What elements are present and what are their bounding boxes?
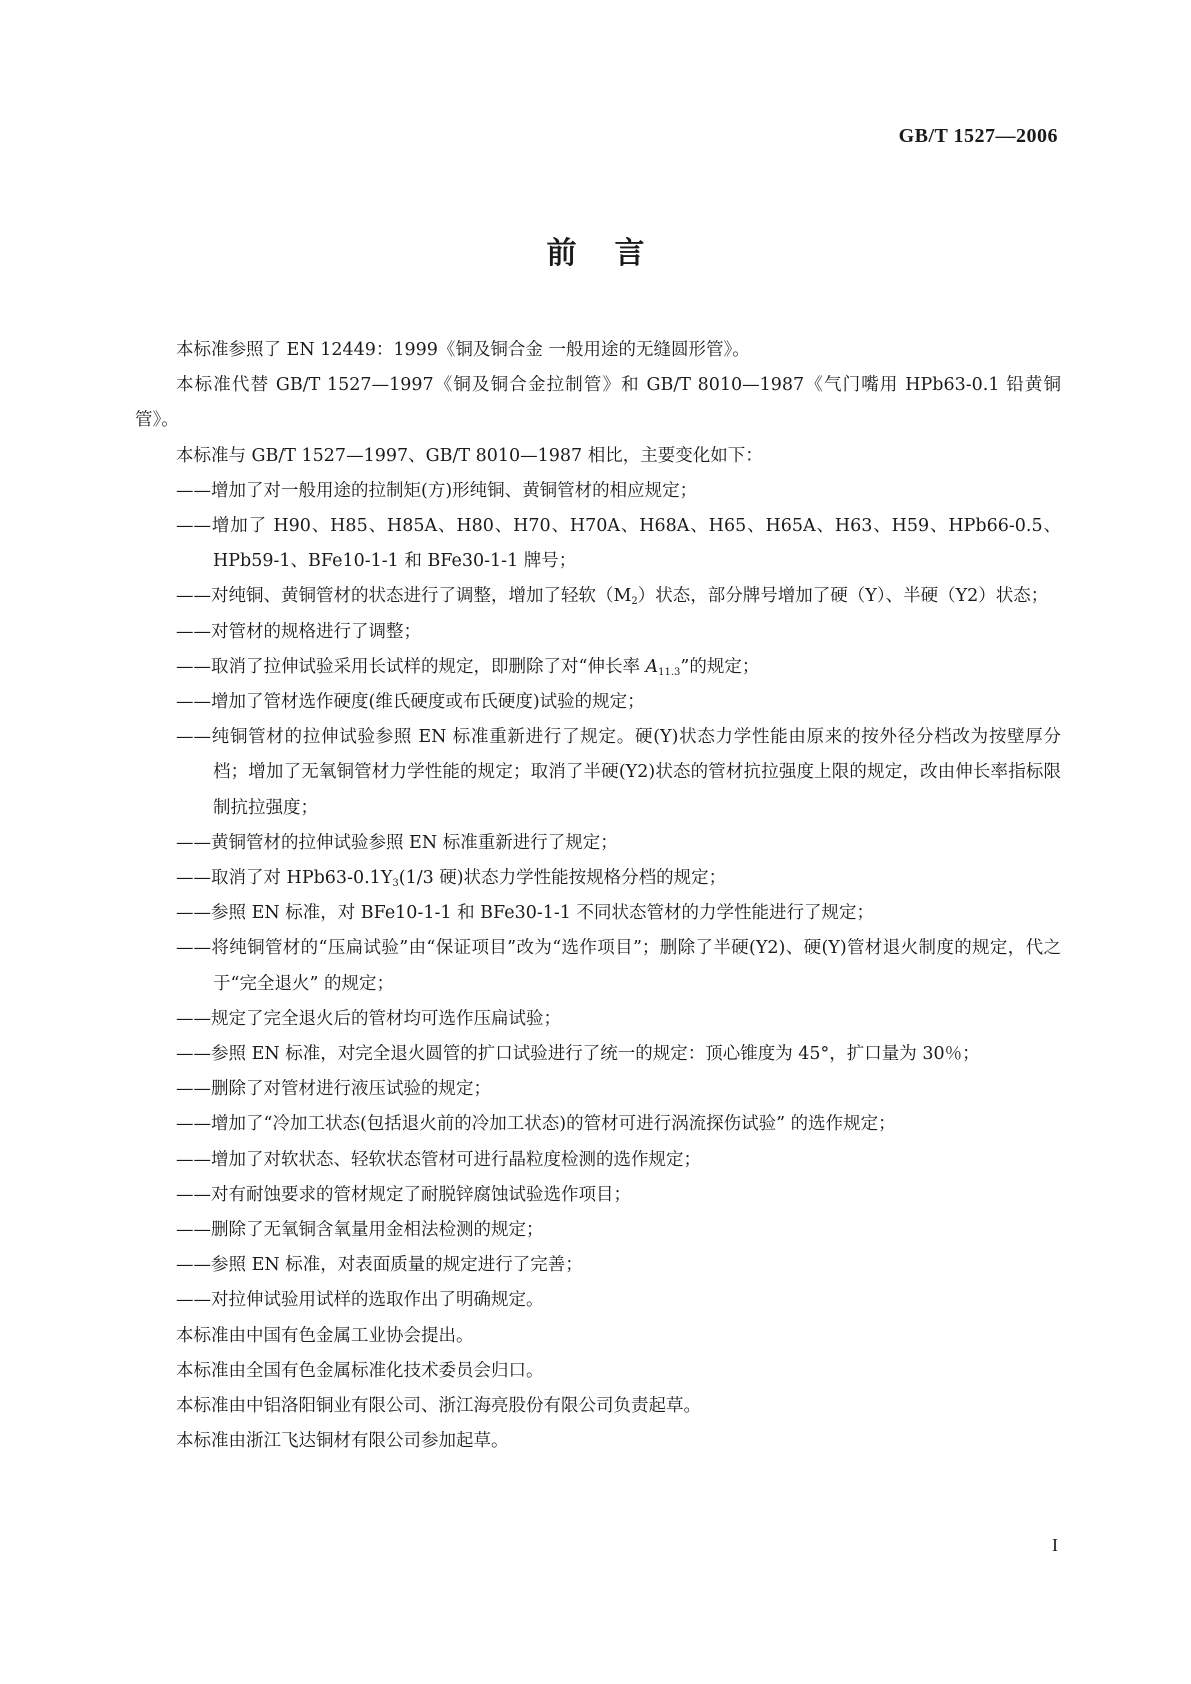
change-text: ——对纯铜、黄铜管材的状态进行了调整，增加了轻软（M	[176, 586, 632, 607]
change-item: ——参照 EN 标准，对表面质量的规定进行了完善；	[176, 1255, 583, 1276]
subscript: 11.3	[658, 666, 681, 678]
subscript: 3	[392, 878, 399, 890]
change-item: ——对有耐蚀要求的管材规定了耐脱锌腐蚀试验选作项目；	[176, 1184, 631, 1205]
subscript: 2	[631, 596, 638, 608]
intro-paragraph: 本标准代替 GB/T 1527—1997《铜及铜合金拉制管》和 GB/T 8010—1987《气门嘴用 HPb63-0.1 铅黄铜管》。	[135, 375, 1061, 431]
change-item	[135, 861, 1061, 896]
change-item: ——参照 EN 标准，对完全退火圆管的扩口试验进行了统一的规定：顶心锥度为 45°，扩口量为 30％；	[176, 1044, 980, 1065]
change-item	[135, 579, 1061, 614]
closing-paragraph: 本标准由全国有色金属标准化技术委员会归口。	[176, 1360, 544, 1381]
closing-paragraph: 本标准由中国有色金属工业协会提出。	[176, 1325, 474, 1346]
change-item: ——增加了对一般用途的拉制矩(方)形纯铜、黄铜管材的相应规定；	[176, 480, 698, 501]
closing-paragraph: 本标准由中铝洛阳铜业有限公司、浙江海亮股份有限公司负责起草。	[176, 1396, 701, 1417]
page-number: I	[1052, 1535, 1058, 1555]
change-item: ——增加了对软状态、轻软状态管材可进行晶粒度检测的选作规定；	[176, 1149, 701, 1170]
foreword-body	[135, 333, 1061, 1460]
change-item	[135, 650, 1061, 685]
change-item: ——增加了管材选作硬度(维氏硬度或布氏硬度)试验的规定；	[176, 692, 645, 713]
change-item: ——删除了对管材进行液压试验的规定；	[176, 1079, 491, 1100]
change-item: ——黄铜管材的拉伸试验参照 EN 标准重新进行了规定；	[176, 832, 618, 853]
change-item: ——纯铜管材的拉伸试验参照 EN 标准重新进行了规定。硬(Y)状态力学性能由原来的按外径分档改为按壁厚分档；增加了无氧铜管材力学性能的规定；取消了半硬(Y2)状态的管材抗拉强度上限的规定，改由伸长率指标限制抗拉强度；	[176, 727, 1061, 818]
change-text: ”的规定；	[680, 656, 760, 677]
change-item: ——参照 EN 标准，对 BFe10-1-1 和 BFe30-1-1 不同状态管材的力学性能进行了规定；	[176, 903, 874, 924]
change-item: ——规定了完全退火后的管材均可选作压扁试验；	[176, 1008, 561, 1029]
intro-paragraph: 本标准与 GB/T 1527—1997、GB/T 8010—1987 相比，主要变化如下：	[176, 445, 763, 466]
change-item: ——删除了无氧铜含氧量用金相法检测的规定；	[176, 1220, 544, 1241]
intro-paragraph: 本标准参照了 EN 12449：1999《铜及铜合金 一般用途的无缝圆形管》。	[176, 340, 750, 360]
document-code: GB/T 1527—2006	[898, 125, 1058, 147]
change-text: (1/3 硬)状态力学性能按规格分档的规定；	[398, 868, 727, 889]
change-item: ——增加了“冷加工状态(包括退火前的冷加工状态)的管材可进行涡流探伤试验” 的选作规定；	[176, 1114, 896, 1135]
change-item: ——将纯铜管材的“压扁试验”由“保证项目”改为“选作项目”；删除了半硬(Y2)、硬(Y)管材退火制度的规定，代之于“完全退火” 的规定；	[176, 938, 1061, 994]
variable-symbol: A	[645, 656, 659, 677]
change-text: ）状态，部分牌号增加了硬（Y）、半硬（Y2）状态；	[637, 586, 1049, 607]
closing-paragraph: 本标准由浙江飞达铜材有限公司参加起草。	[176, 1431, 509, 1452]
change-item: ——对管材的规格进行了调整；	[176, 621, 421, 642]
change-text: ——取消了对 HPb63-0.1Y	[176, 868, 393, 889]
change-item: ——对拉伸试验用试样的选取作出了明确规定。	[176, 1290, 544, 1311]
change-text: ——取消了拉伸试验采用长试样的规定，即删除了对“伸长率	[176, 656, 646, 677]
page-title: 前言	[546, 236, 683, 271]
change-item: ——增加了 H90、H85、H85A、H80、H70、H70A、H68A、H65、H65A、H63、H59、HPb66-0.5、HPb59-1、BFe10-1-1 和 BFe30-1-1 牌号；	[176, 516, 1061, 572]
